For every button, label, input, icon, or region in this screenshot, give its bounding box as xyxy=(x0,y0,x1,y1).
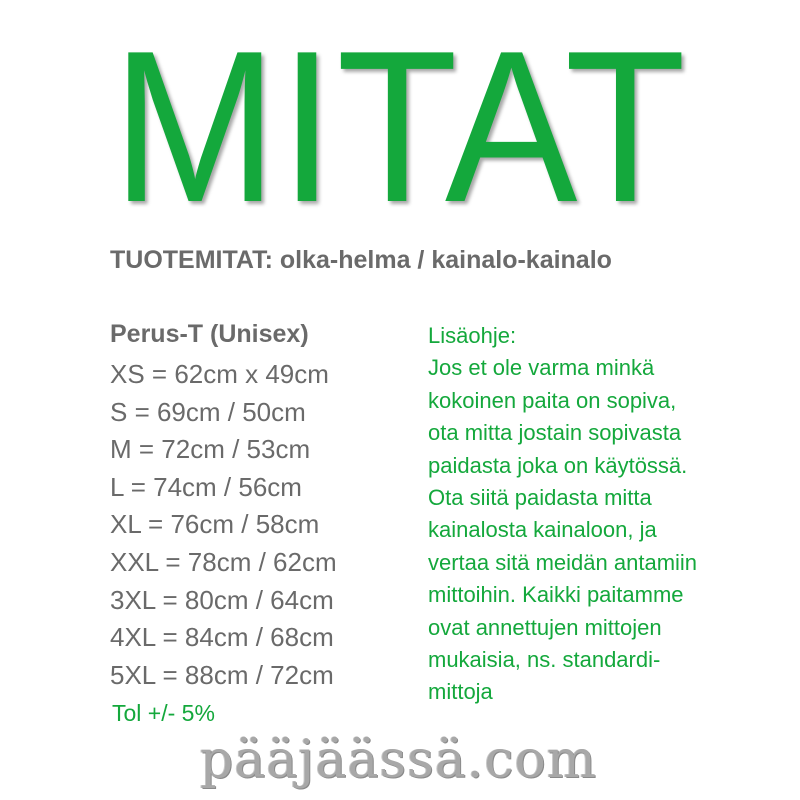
help-line: mittoja xyxy=(428,679,493,705)
size-row-xxl: XXL = 78cm / 62cm xyxy=(110,546,337,577)
size-row-5xl: 5XL = 88cm / 72cm xyxy=(110,659,334,690)
help-heading: Lisäohje: xyxy=(428,323,517,348)
size-row-xl: XL = 76cm / 58cm xyxy=(110,509,320,540)
help-line: ota mitta jostain sopivasta xyxy=(428,420,682,446)
product-name: Perus-T (Unisex) xyxy=(110,320,309,348)
size-row-4xl: 4XL = 84cm / 68cm xyxy=(110,622,334,653)
help-line: mukaisia, ns. standardi- xyxy=(428,646,661,672)
brand-logo-text: pääjäässä.com xyxy=(200,730,598,790)
help-line: Ota siitä paidasta mitta xyxy=(428,484,652,510)
size-row-l: L = 74cm / 56cm xyxy=(110,471,302,502)
help-line: kokoinen paita on sopiva, xyxy=(428,387,677,413)
help-line: Jos et ole varma minkä xyxy=(428,355,655,381)
size-row-m: M = 72cm / 53cm xyxy=(110,434,311,465)
size-row-s: S = 69cm / 50cm xyxy=(110,396,306,427)
size-list xyxy=(110,356,337,694)
help-line: paidasta joka on käytössä. xyxy=(428,452,688,478)
help-line: kainalosta kainaloon, ja xyxy=(428,517,657,543)
help-line: vertaa sitä meidän antamiin xyxy=(428,549,698,575)
size-row-3xl: 3XL = 80cm / 64cm xyxy=(110,584,334,615)
help-line: mittoihin. Kaikki paitamme xyxy=(428,582,684,608)
tolerance-note: Tol +/- 5% xyxy=(112,700,215,726)
size-row-xs: XS = 62cm x 49cm xyxy=(110,359,329,389)
help-line: ovat annettujen mittojen xyxy=(428,614,662,640)
measurements-subtitle: TUOTEMITAT: olka-helma / kainalo-kainalo xyxy=(110,246,612,274)
help-text-block xyxy=(428,320,798,709)
page-title: MITAT xyxy=(112,5,688,247)
